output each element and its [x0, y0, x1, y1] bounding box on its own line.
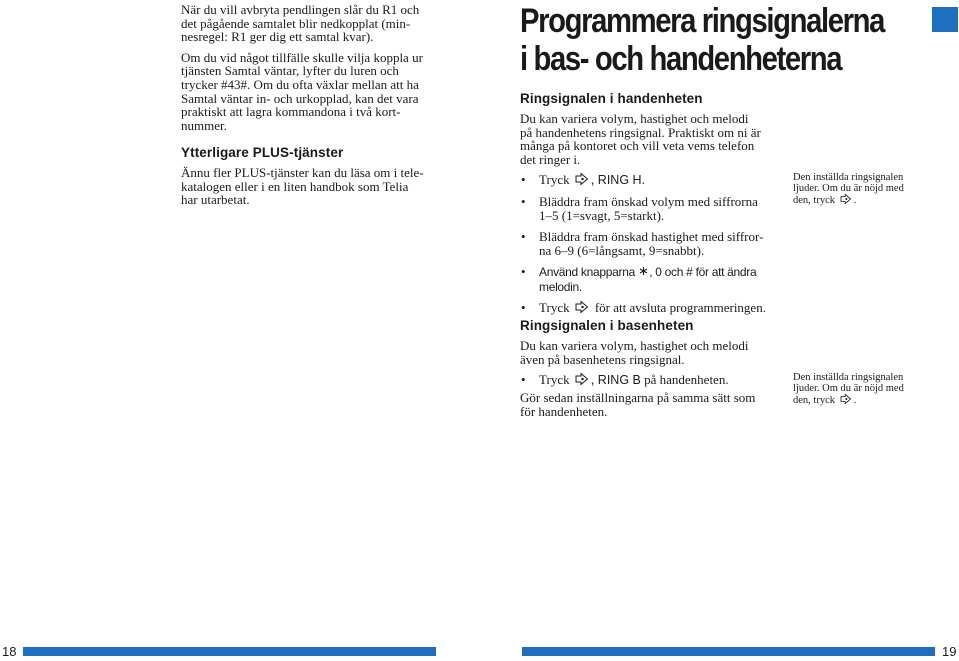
step-text: Tryck — [539, 172, 570, 188]
outro-basenhet — [520, 391, 785, 418]
menu-arrow-icon — [840, 394, 852, 404]
step-text: 1–5 (1=svagt, 5=starkt). — [539, 207, 665, 223]
page-number-right: 19 — [942, 644, 957, 659]
text-line: Samtal väntar in- och urkopplad, kan det vara — [181, 90, 419, 106]
list-item — [520, 173, 785, 187]
text-line: många på kontoret och vill veta vems telefon — [520, 138, 755, 154]
step-text: Tryck — [539, 372, 570, 388]
note-line: Den inställda ringsignalen — [793, 172, 904, 183]
text-line: tjänsten Samtal väntar, lyfter du luren och — [181, 63, 399, 79]
footer-bar-left — [23, 647, 436, 656]
heading-plus-tjanster: Ytterligare PLUS-tjänster — [181, 145, 344, 161]
page-title-line-1: Programmera ringsignalerna — [520, 2, 884, 40]
text-line: Gör sedan inställningarna på samma sätt som — [520, 390, 756, 406]
text-line: praktiskt att lagra kommandona i två kort- — [181, 104, 401, 120]
footer-bar-right — [522, 647, 935, 656]
left-column — [181, 3, 456, 207]
step-text: Bläddra fram önskad hastighet med siffror- — [539, 228, 764, 244]
text-line: nesregel: R1 ger dig ett samtal kvar). — [181, 29, 374, 45]
step-text: Bläddra fram önskad volym med siffrorna — [539, 193, 758, 209]
step-text: på handenheten. — [640, 372, 729, 388]
step-key-label: , RING H. — [590, 173, 646, 188]
bullet-dot: • — [521, 299, 526, 315]
heading-basenhet: Ringsignalen i basenheten — [520, 318, 694, 333]
text-line: trycker #43#. Om du ofta växlar mellan att ha — [181, 76, 419, 92]
step-text: Använd knapparna — [539, 265, 635, 280]
menu-arrow-icon — [575, 373, 589, 385]
list-item — [520, 373, 785, 387]
bullet-dot: • — [521, 372, 526, 388]
margin-note-handenhet — [793, 172, 923, 207]
title-accent-square — [932, 7, 958, 32]
note-line: den, tryck — [793, 395, 835, 407]
list-item — [520, 265, 785, 293]
page-title-line-2: i bas- och handenheterna — [520, 40, 842, 78]
paragraph-samtal-vantar — [181, 51, 456, 133]
heading-handenhet: Ringsignalen i handenheten — [520, 91, 703, 106]
menu-arrow-icon — [575, 173, 589, 185]
text-line: det ringer i. — [520, 151, 581, 167]
page-number-left: 18 — [2, 644, 17, 659]
note-period: . — [853, 195, 857, 207]
text-line: även på basenhetens ringsignal. — [520, 351, 685, 367]
paragraph-pendling — [181, 3, 456, 44]
list-item — [520, 195, 785, 223]
text-line: nummer. — [181, 117, 227, 133]
bullet-dot: • — [521, 228, 526, 244]
step-text: na 6–9 (6=långsamt, 9=snabbt). — [539, 243, 705, 259]
text-line: Ännu fler PLUS-tjänster kan du läsa om i tele- — [181, 164, 424, 180]
step-text: för att avsluta programmeringen. — [594, 299, 766, 315]
section-basenhet — [520, 318, 785, 419]
margin-note-basenhet — [793, 372, 923, 407]
bullet-dot: • — [521, 264, 526, 280]
star-key-icon — [639, 265, 648, 277]
page-title — [520, 2, 884, 78]
text-line: det pågående samtalet blir nedkopplat (min- — [181, 15, 411, 31]
note-line: ljuder. Om du är nöjd med — [793, 183, 904, 195]
step-text: Tryck — [539, 299, 570, 315]
text-line: katalogen eller i en liten handbok som Telia — [181, 178, 409, 194]
steps-handenhet — [520, 173, 785, 315]
step-key-label: , RING B — [590, 373, 641, 388]
menu-arrow-icon — [840, 194, 852, 204]
text-line: för handenheten. — [520, 403, 608, 419]
bullet-dot: • — [521, 172, 526, 188]
text-line: När du vill avbryta pendlingen slår du R1 och — [181, 2, 420, 17]
paragraph-plus-tjanster — [181, 166, 456, 207]
text-line: på handenhetens ringsignal. Praktiskt om ni är — [520, 124, 761, 140]
list-item — [520, 230, 785, 258]
note-line: den, tryck — [793, 195, 835, 207]
section-handenhet — [520, 91, 785, 315]
step-text: , 0 och # för att ändra — [649, 265, 757, 280]
text-line: Du kan variera volym, hastighet och melodi — [520, 338, 749, 353]
step-text: melodin. — [539, 279, 582, 294]
note-period: . — [853, 395, 857, 407]
intro-basenhet — [520, 339, 785, 366]
menu-arrow-icon — [575, 301, 589, 313]
note-line: Den inställda ringsignalen — [793, 372, 904, 383]
intro-handenhet — [520, 112, 785, 166]
text-line: Om du vid något tillfälle skulle vilja koppla ur — [181, 49, 423, 65]
note-line: ljuder. Om du är nöjd med — [793, 383, 904, 395]
text-line: Du kan variera volym, hastighet och melodi — [520, 111, 749, 126]
steps-basenhet — [520, 373, 785, 387]
text-line: har utarbetat. — [181, 192, 250, 208]
list-item — [520, 301, 785, 315]
bullet-dot: • — [521, 193, 526, 209]
